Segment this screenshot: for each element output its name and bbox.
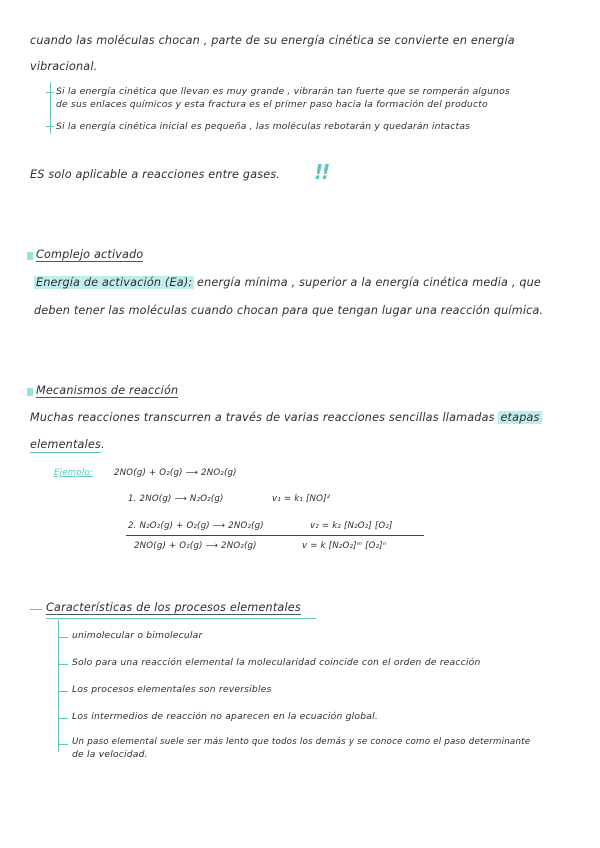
caracteristica-5-cont: de la velocidad. xyxy=(72,749,148,760)
heading-underline-teal xyxy=(46,618,316,619)
intro-bullet-2: Si la energía cinética inicial es pequeña , las moléculas rebotarán y quedarán intactas xyxy=(56,121,471,132)
caracteristica-3: Los procesos elementales son reversibles xyxy=(72,684,272,695)
bullet-dash-icon xyxy=(46,126,54,127)
caracteristica-4: Los intermedios de reacción no aparecen en la ecuación global. xyxy=(72,711,378,722)
heading-marker-icon xyxy=(27,388,33,396)
complejo-term xyxy=(34,276,194,289)
bullet-dash-icon xyxy=(58,691,68,692)
section-heading-caracteristicas: Características de los procesos elementales xyxy=(46,601,301,614)
step-2-reaction: 2. N₂O₂(g) + O₂(g) ⟶ 2NO₂(g) xyxy=(128,521,264,531)
caracteristica-1: unimolecular o bimolecular xyxy=(72,630,203,641)
complejo-definition-1: energía mínima , superior a la energía cinética media , que xyxy=(197,276,542,289)
section-heading-complejo: Complejo activado xyxy=(36,248,144,261)
intro-bullet-1: Si la energía cinética que llevan es muy grande , vibrarán tan fuerte que se romperán algunos xyxy=(56,86,510,97)
step-1-rate: v₁ = k₁ [NO]² xyxy=(272,494,331,504)
bullet-dash-icon xyxy=(46,92,54,93)
sum-reaction: 2NO(g) + O₂(g) ⟶ 2NO₂(g) xyxy=(134,541,257,551)
caracteristica-5: Un paso elemental suele ser más lento que todos los demás y se conoce como el paso determinante xyxy=(72,737,531,747)
etapas-highlight: etapas xyxy=(500,411,540,424)
step-2-rate: v₂ = k₂ [N₂O₂] [O₂] xyxy=(310,521,393,531)
mecanismos-line-2 xyxy=(30,438,105,451)
bullet-dash-icon xyxy=(58,637,68,638)
intro-line-2: vibracional. xyxy=(30,60,98,73)
caracteristica-2: Solo para una reacción elemental la molecularidad coincide con el orden de reacción xyxy=(72,657,481,668)
intro-line-1: cuando las moléculas chocan , parte de su energía cinética se convierte en energía xyxy=(30,34,515,47)
sum-rule xyxy=(126,535,424,536)
caracteristicas-bullet-bar xyxy=(58,620,59,752)
intro-bullet-1-cont: de sus enlaces químicos y esta fractura es el primer paso hacia la formación del producto xyxy=(56,99,488,110)
bullet-dash-icon xyxy=(58,664,68,665)
exclamation-icon: !! xyxy=(314,160,329,184)
sum-rate: v = k [N₂O₂]ᵐ [O₂]ⁿ xyxy=(302,541,387,551)
step-1-reaction: 1. 2NO(g) ⟶ N₂O₂(g) xyxy=(128,494,224,504)
bullet-dash-icon xyxy=(58,718,68,719)
heading-marker-icon xyxy=(27,252,33,260)
complejo-definition-2: deben tener las moléculas cuando chocan para que tengan lugar una reacción química. xyxy=(34,304,544,317)
mecanismos-text: Muchas reacciones transcurren a través de varias reacciones sencillas llamadas xyxy=(30,411,495,424)
section-heading-mecanismos: Mecanismos de reacción xyxy=(36,384,179,397)
intro-note: ES solo aplicable a reacciones entre gases. xyxy=(30,168,281,181)
bullet-dash-icon xyxy=(58,744,68,745)
overall-reaction: 2NO(g) + O₂(g) ⟶ 2NO₂(g) xyxy=(114,468,237,478)
example-label: Ejemplo: xyxy=(54,468,94,478)
mecanismos-line-1 xyxy=(30,411,542,424)
mecanismos-line-2-end: . xyxy=(101,438,105,451)
elementales-underlined: elementales xyxy=(30,438,102,451)
heading-dash-icon xyxy=(30,609,42,610)
term-highlight: Energía de activación (Ea): xyxy=(36,276,193,289)
